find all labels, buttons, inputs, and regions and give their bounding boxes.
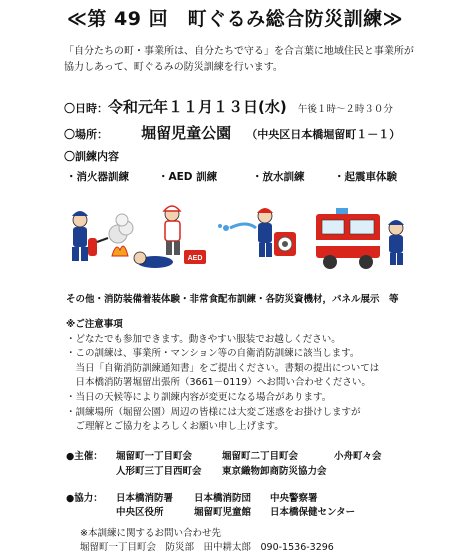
note-line: ・この訓練は、事業所・マンション等の自衛消防訓練に該当します。: [66, 348, 360, 360]
datetime-label: 〇日時：: [64, 102, 108, 115]
training-item-water: ・放水訓練: [252, 171, 305, 183]
cooperators-label: ●協力：: [66, 493, 103, 504]
training-item-quake: ・起震車体験: [334, 171, 397, 183]
organizers-block: [66, 448, 466, 488]
cooperator-name: 中央区役所: [116, 507, 164, 518]
intro-line: 協力しあって、町ぐるみの防災訓練を行います。: [64, 62, 283, 73]
cooperator-name: 日本橋保健センター: [270, 507, 356, 518]
note-line: ・訓練場所（堀留公園）周辺の皆様には大変ご迷惑をお掛けしますが: [66, 406, 361, 418]
cooperator-name: 日本橋消防団: [194, 493, 252, 504]
intro-line: 「自分たちの町・事業所は、自分たちで守る」を合言葉に地域住民と事業所が: [64, 46, 414, 57]
note-line: ・当日の天候等により訓練内容が変更になる場合があります。: [66, 391, 332, 403]
organizers-label: ●主催：: [66, 451, 103, 462]
organizer-name: 堀留町二丁目町会: [222, 451, 299, 462]
training-label: 〇訓練内容: [64, 150, 119, 163]
note-line: ・どなたでも参加できます。動きやすい服装でお越しください。: [66, 333, 341, 345]
organizer-name: 小舟町々会: [334, 451, 382, 462]
venue-name: 堀留児童公園: [141, 124, 232, 142]
organizer-name: 東京織物卸商防災協力会: [222, 466, 327, 477]
cooperator-name: 日本橋消防署: [116, 493, 174, 504]
quake-truck-icon: [316, 208, 380, 269]
intro-text: [64, 44, 414, 76]
other-activities: その他・消防装備着装体験・非常食配布訓練・各防災資機材，パネル展示 等: [66, 294, 399, 305]
firefighter-extinguisher-icon: [72, 211, 133, 261]
cooperator-name: 中央警察署: [270, 493, 318, 504]
aed-box-label: AED: [187, 255, 203, 262]
notes-block: [66, 318, 379, 435]
training-illustration: [60, 198, 420, 280]
cooperator-name: 堀留町児童館: [194, 507, 252, 518]
note-line: 当日「自衛消防訓練通知書」をご提出ください。書類の提出については: [66, 362, 380, 374]
aed-training-icon: [134, 206, 206, 268]
notes-header: ※ご注意事項: [66, 319, 123, 330]
training-item-aed: ・AED 訓練: [158, 171, 218, 183]
venue-label: 〇場所：: [64, 128, 108, 141]
contact-details: 堀留町一丁目町会 防災部 田中耕太郎 090-1536-3296: [80, 542, 334, 553]
venue-row: [64, 122, 400, 143]
event-time: 午後１時～２時３０分: [297, 104, 393, 115]
note-line: ご理解とご協力をよろしくお願い申し上げます。: [66, 421, 284, 433]
organizer-name: 人形町三丁目西町会: [116, 466, 202, 477]
contact-heading: ※本訓練に関するお問い合わせ先: [80, 528, 221, 539]
note-line: 日本橋消防署堀留出張所（3661－0119）へお問い合わせください。: [66, 377, 371, 389]
cooperators-block: [66, 490, 466, 522]
datetime-row: [64, 96, 393, 117]
page-title: ≪第 49 回 町ぐるみ総合防災訓練≫: [67, 8, 403, 30]
water-hose-icon: [218, 208, 296, 257]
event-date: 令和元年１１月１３日(水): [108, 98, 287, 116]
organizer-name: 堀留町一丁目町会: [116, 451, 193, 462]
venue-address: （中央区日本橋堀留町１－１）: [246, 128, 401, 141]
police-officer-icon: [388, 220, 404, 265]
training-item-extinguisher: ・消火器訓練: [66, 171, 129, 183]
